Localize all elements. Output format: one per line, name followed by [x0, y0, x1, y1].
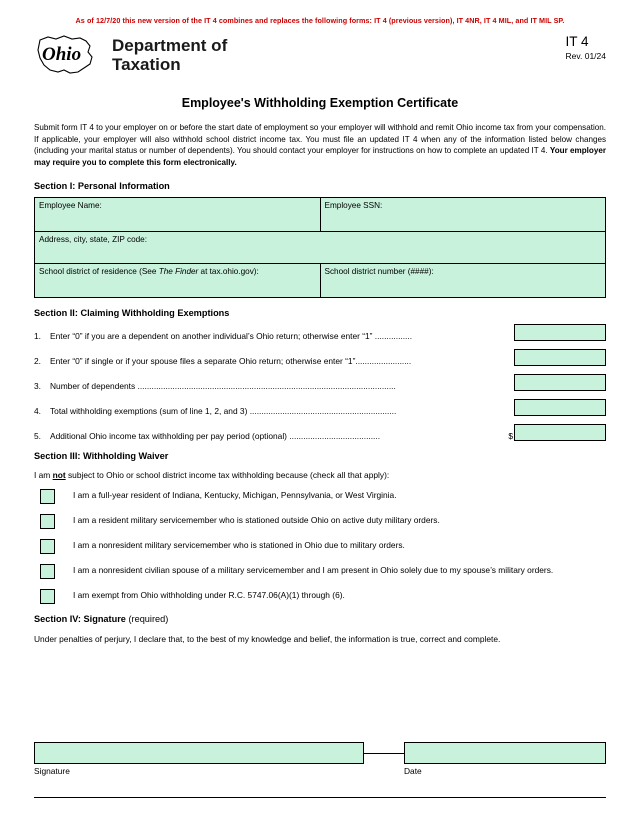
checkbox-waiver-3[interactable]	[40, 539, 55, 554]
exemption-number: 3.	[34, 380, 41, 391]
waiver-option-label: I am exempt from Ohio withholding under R.C. 5747.06(A)(1) through (6).	[73, 589, 345, 600]
waiver-option-4	[34, 564, 606, 579]
signature-fields	[34, 742, 606, 764]
intro-paragraph	[34, 122, 606, 169]
personal-information-table	[34, 197, 606, 298]
exemption-text: Enter “0” if single or if your spouse files a separate Ohio return; otherwise enter “1”........................	[50, 355, 412, 366]
checkbox-waiver-1[interactable]	[40, 489, 55, 504]
checkbox-waiver-5[interactable]	[40, 589, 55, 604]
waiver-option-label: I am a full-year resident of Indiana, Kentucky, Michigan, Pennsylvania, or West Virginia.	[73, 489, 397, 500]
signature-input[interactable]	[34, 742, 364, 764]
checkbox-waiver-4[interactable]	[40, 564, 55, 579]
divider-bottom	[34, 797, 606, 798]
signature-spacer	[364, 742, 404, 764]
form-header	[34, 32, 606, 84]
perjury-statement: Under penalties of perjury, I declare that, to the best of my knowledge and belief, the information is true, correct and complete.	[34, 633, 501, 644]
exemption-number: 1.	[34, 330, 41, 341]
exemption-line-3	[34, 374, 606, 391]
dollar-sign: $	[508, 430, 513, 441]
ohio-state-outline-icon	[34, 32, 102, 76]
waiver-intro	[34, 470, 606, 480]
waiver-option-label: I am a nonresident civilian spouse of a military servicemember and I am present in Ohio solely due to my spouse’s military orders.	[73, 564, 554, 575]
section-3-heading: Section III: Withholding Waiver	[34, 450, 169, 461]
department-title	[112, 34, 227, 74]
school-number-label: School district number (####):	[324, 266, 434, 276]
date-input[interactable]	[404, 742, 606, 764]
intro-text: Submit form IT 4 to your employer on or before the start date of employment so your employer will withhold and remit Ohio income tax from your compensation. If applicable, your employer will also withhold school district income tax. You must file an updated IT 4 when any of the information listed below changes (including your marital status or number of dependents). You should contact your employer for instructions on how to complete an updated IT 4.	[34, 123, 606, 156]
waiver-option-label: I am a nonresident military servicemember who is stationed in Ohio due to military orders.	[73, 539, 405, 550]
employee-name-label: Employee Name:	[39, 200, 102, 210]
waiver-option-2	[34, 514, 606, 529]
exemption-number: 2.	[34, 355, 41, 366]
exemption-line-5	[34, 424, 606, 441]
exemption-input-2[interactable]	[514, 349, 606, 366]
school-district-field[interactable]	[35, 263, 321, 297]
exemption-text: Number of dependents ...............................................................................................................	[50, 380, 396, 391]
section-2-heading: Section II: Claiming Withholding Exemptions	[34, 307, 230, 318]
waiver-intro-pre: I am	[34, 469, 53, 480]
intro-bold-text: Your employer may require you to complete this form electronically.	[34, 146, 607, 168]
waiver-option-5	[34, 589, 606, 604]
address-field[interactable]	[35, 231, 606, 263]
address-label: Address, city, state, ZIP code:	[39, 234, 147, 244]
table-row	[35, 197, 606, 231]
exemption-input-3[interactable]	[514, 374, 606, 391]
section-4-required-note: (required)	[125, 613, 169, 624]
exemption-text: Enter “0” if you are a dependent on another individual’s Ohio return; otherwise enter “1” ................	[50, 330, 413, 341]
exemption-text: Additional Ohio income tax withholding per pay period (optional) .......................................	[50, 430, 381, 441]
exemption-number: 4.	[34, 405, 41, 416]
date-label: Date	[404, 766, 422, 776]
waiver-intro-post: subject to Ohio or school district income tax withholding because (check all that apply):	[65, 469, 390, 480]
school-district-label: School district of residence (See The Finder at tax.ohio.gov):	[39, 266, 259, 276]
exemption-input-4[interactable]	[514, 399, 606, 416]
waiver-option-3	[34, 539, 606, 554]
table-row	[35, 231, 606, 263]
exemption-line-1	[34, 324, 606, 341]
exemption-line-2	[34, 349, 606, 366]
form-revision: Rev. 01/24	[565, 51, 606, 61]
exemption-text: Total withholding exemptions (sum of line 1, 2, and 3) ...............................................................	[50, 405, 397, 416]
waiver-option-1	[34, 489, 606, 504]
svg-text:Ohio: Ohio	[42, 44, 82, 65]
employee-ssn-label: Employee SSN:	[324, 200, 383, 210]
signature-area	[34, 742, 606, 776]
exemption-input-5[interactable]	[514, 424, 606, 441]
employee-ssn-field[interactable]	[320, 197, 606, 231]
form-code: IT 4	[565, 34, 589, 49]
section-1-heading: Section I: Personal Information	[34, 180, 170, 191]
waiver-option-label: I am a resident military servicemember who is stationed outside Ohio on active duty military orders.	[73, 514, 440, 525]
signature-labels	[34, 766, 606, 776]
department-title-line2: Taxation	[112, 55, 181, 74]
signature-label: Signature	[34, 766, 70, 776]
department-title-line1: Department of	[112, 35, 228, 55]
waiver-intro-not: not	[52, 469, 66, 480]
employee-name-field[interactable]	[35, 197, 321, 231]
exemption-input-1[interactable]	[514, 324, 606, 341]
section-4-heading	[34, 614, 606, 624]
page-title: Employee's Withholding Exemption Certificate	[181, 96, 459, 110]
form-update-notice: As of 12/7/20 this new version of the IT 4 combines and replaces the following forms: IT 4 (previous version), IT 4NR, IT 4 MIL, and IT MIL SP.	[75, 16, 565, 25]
section-4-title: Section IV: Signature	[34, 613, 126, 624]
exemption-line-4	[34, 399, 606, 416]
checkbox-waiver-2[interactable]	[40, 514, 55, 529]
exemption-number: 5.	[34, 430, 41, 441]
school-number-field[interactable]	[320, 263, 606, 297]
form-identifier	[566, 34, 606, 61]
table-row	[35, 263, 606, 297]
ohio-logo-group	[34, 32, 227, 76]
